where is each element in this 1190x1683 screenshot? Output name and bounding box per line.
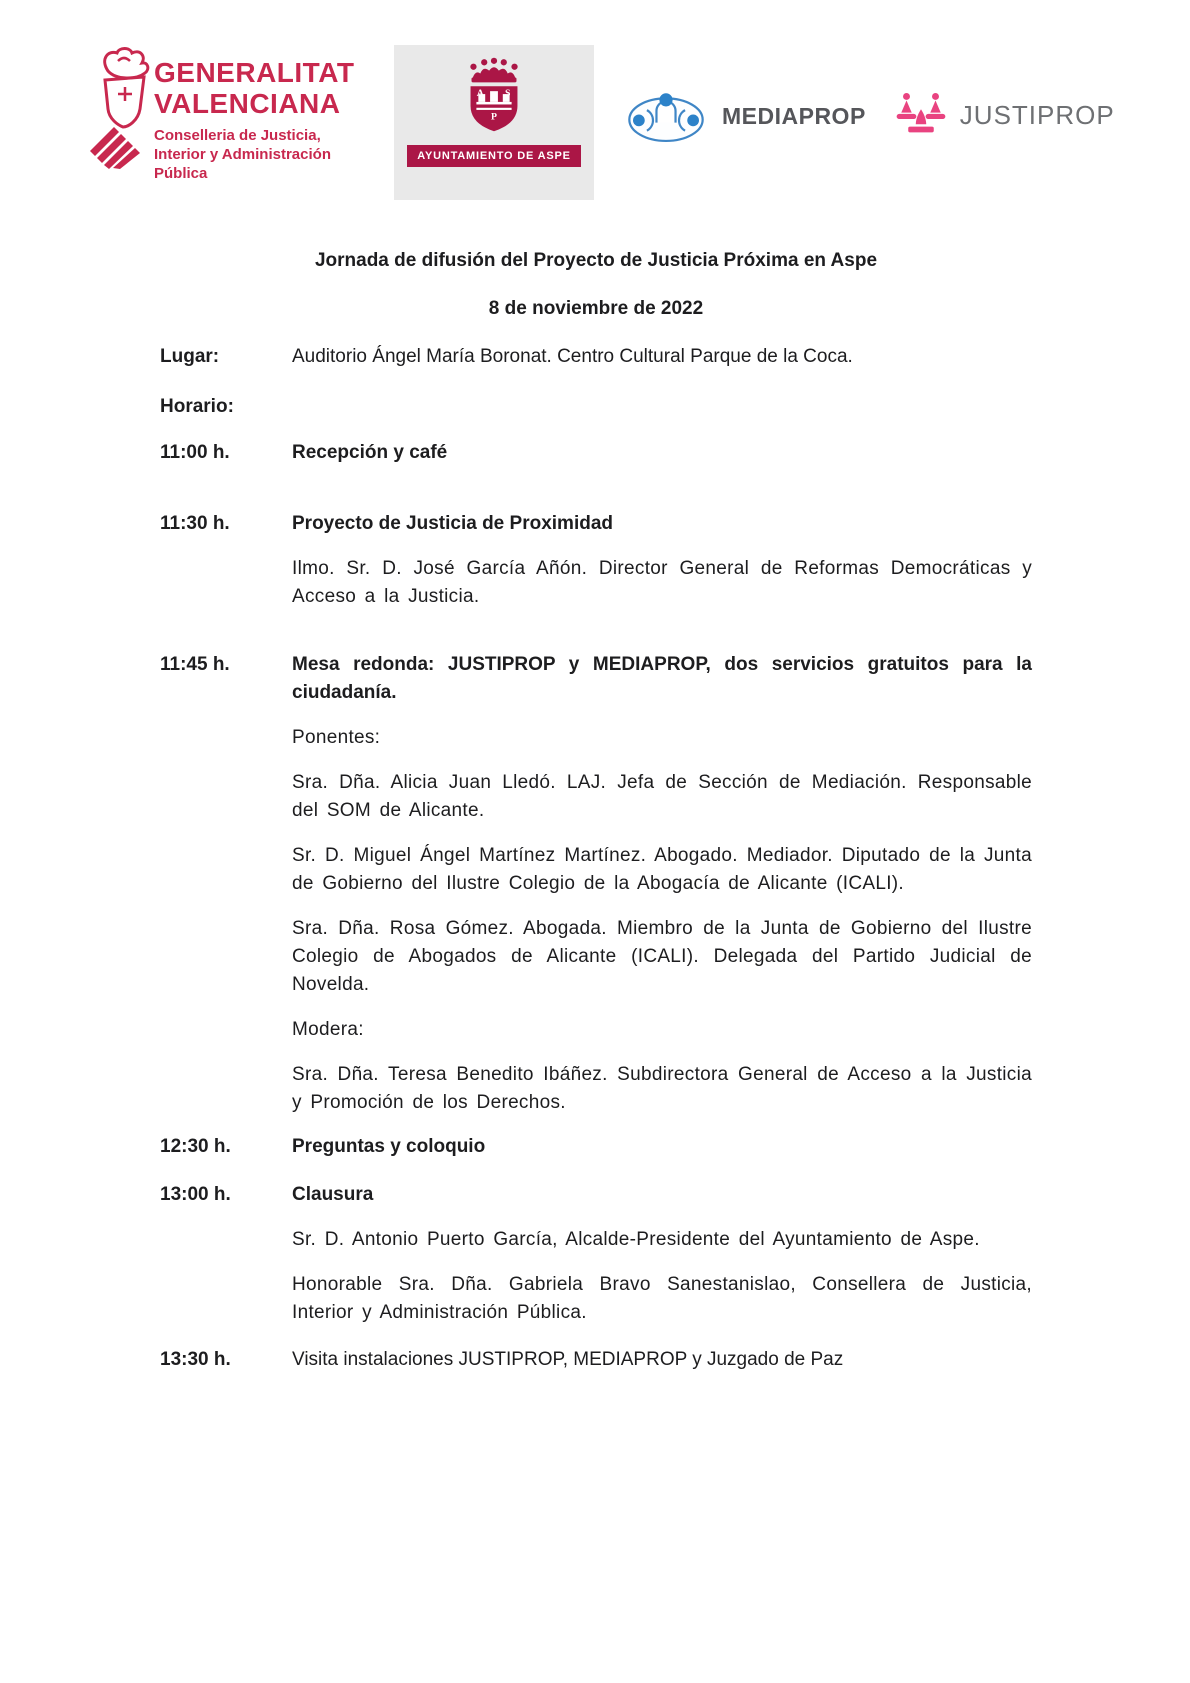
schedule-paragraph: Sra. Dña. Teresa Benedito Ibáñez. Subdirectora General de Acceso a la Justicia y Promoción de los Derechos. xyxy=(292,1064,1032,1113)
schedule-title: Preguntas y coloquio xyxy=(292,1136,486,1157)
schedule-paragraph: Modera: xyxy=(292,1019,364,1040)
schedule-time: 11:45 h. xyxy=(160,654,230,675)
schedule-paragraph: Sr. D. Antonio Puerto García, Alcalde-Presidente del Ayuntamiento de Aspe. xyxy=(292,1229,980,1250)
gva-dept-line1: Conselleria de Justicia, xyxy=(154,127,321,144)
justiprop-icon xyxy=(892,87,950,143)
aspe-crest-icon xyxy=(450,55,538,141)
gva-crest-icon xyxy=(88,47,150,169)
schedule-title: Mesa redonda: JUSTIPROP y MEDIAPROP, dos servicios gratuitos para la ciudadanía. xyxy=(292,654,1032,703)
aspe-logo xyxy=(394,45,594,200)
aspe-banner: AYUNTAMIENTO DE ASPE xyxy=(407,145,581,167)
mediaprop-label: MEDIAPROP xyxy=(722,102,866,129)
schedule-paragraph: Sra. Dña. Alicia Juan Lledó. LAJ. Jefa de Sección de Mediación. Responsable del SOM de Alicante. xyxy=(292,772,1032,821)
gva-name-line2: VALENCIANA xyxy=(154,88,341,119)
schedule-row xyxy=(160,439,1032,467)
schedule-paragraph: Ilmo. Sr. D. José García Añón. Director General de Reformas Democráticas y Acceso a la Justicia. xyxy=(292,558,1032,607)
logo-header xyxy=(88,45,1120,203)
mediaprop-logo xyxy=(622,85,866,147)
schedule-row xyxy=(160,1346,1032,1374)
gva-dept-line2: Interior y Administración Pública xyxy=(154,146,331,182)
schedule-paragraph: Sra. Dña. Rosa Gómez. Abogada. Miembro de la Junta de Gobierno del Ilustre Colegio de Abogados de Alicante (ICALI). Delegada del Partido Judicial de Novelda. xyxy=(292,918,1032,995)
schedule-time: 11:30 h. xyxy=(160,513,230,534)
agenda-body xyxy=(88,247,1032,1374)
schedule-row xyxy=(160,510,1032,611)
event-date: 8 de noviembre de 2022 xyxy=(488,298,704,319)
lugar-label: Lugar: xyxy=(160,346,220,367)
schedule-paragraph: Sr. D. Miguel Ángel Martínez Martínez. Abogado. Mediador. Diputado de la Junta de Gobierno del Ilustre Colegio de la Abogacía de Alicante (ICALI). xyxy=(292,845,1032,894)
page-title: Jornada de difusión del Proyecto de Justicia Próxima en Aspe xyxy=(314,250,878,271)
justiprop-label: JUSTIPROP xyxy=(959,99,1115,130)
schedule-row xyxy=(160,1181,1032,1327)
schedule-title: Clausura xyxy=(292,1184,374,1205)
mediaprop-icon xyxy=(622,85,710,147)
schedule-time: 13:30 h. xyxy=(160,1349,231,1370)
schedule-time: 12:30 h. xyxy=(160,1136,231,1157)
lugar-value: Auditorio Ángel María Boronat. Centro Cultural Parque de la Coca. xyxy=(292,346,853,367)
schedule-title: Visita instalaciones JUSTIPROP, MEDIAPROP y Juzgado de Paz xyxy=(292,1349,844,1370)
horario-row xyxy=(160,393,1032,421)
schedule-time: 11:00 h. xyxy=(160,442,230,463)
schedule-time: 13:00 h. xyxy=(160,1184,231,1205)
lugar-row xyxy=(160,343,1032,371)
schedule-title: Recepción y café xyxy=(292,442,448,463)
svg-text:A: A xyxy=(476,88,484,100)
svg-text:S: S xyxy=(504,88,511,100)
schedule-row xyxy=(160,651,1032,1117)
gva-logo xyxy=(88,45,358,183)
schedule-paragraph: Ponentes: xyxy=(292,727,381,748)
gva-name-line1: GENERALITAT xyxy=(154,57,355,88)
schedule-title: Proyecto de Justicia de Proximidad xyxy=(292,513,613,534)
justiprop-logo xyxy=(892,87,1115,143)
gva-logo-text xyxy=(154,57,358,183)
schedule-paragraph: Honorable Sra. Dña. Gabriela Bravo Sanestanislao, Consellera de Justicia, Interior y Administración Pública. xyxy=(292,1274,1032,1323)
svg-text:P: P xyxy=(491,111,497,123)
schedule-row xyxy=(160,1133,1032,1161)
horario-label: Horario: xyxy=(160,396,234,417)
